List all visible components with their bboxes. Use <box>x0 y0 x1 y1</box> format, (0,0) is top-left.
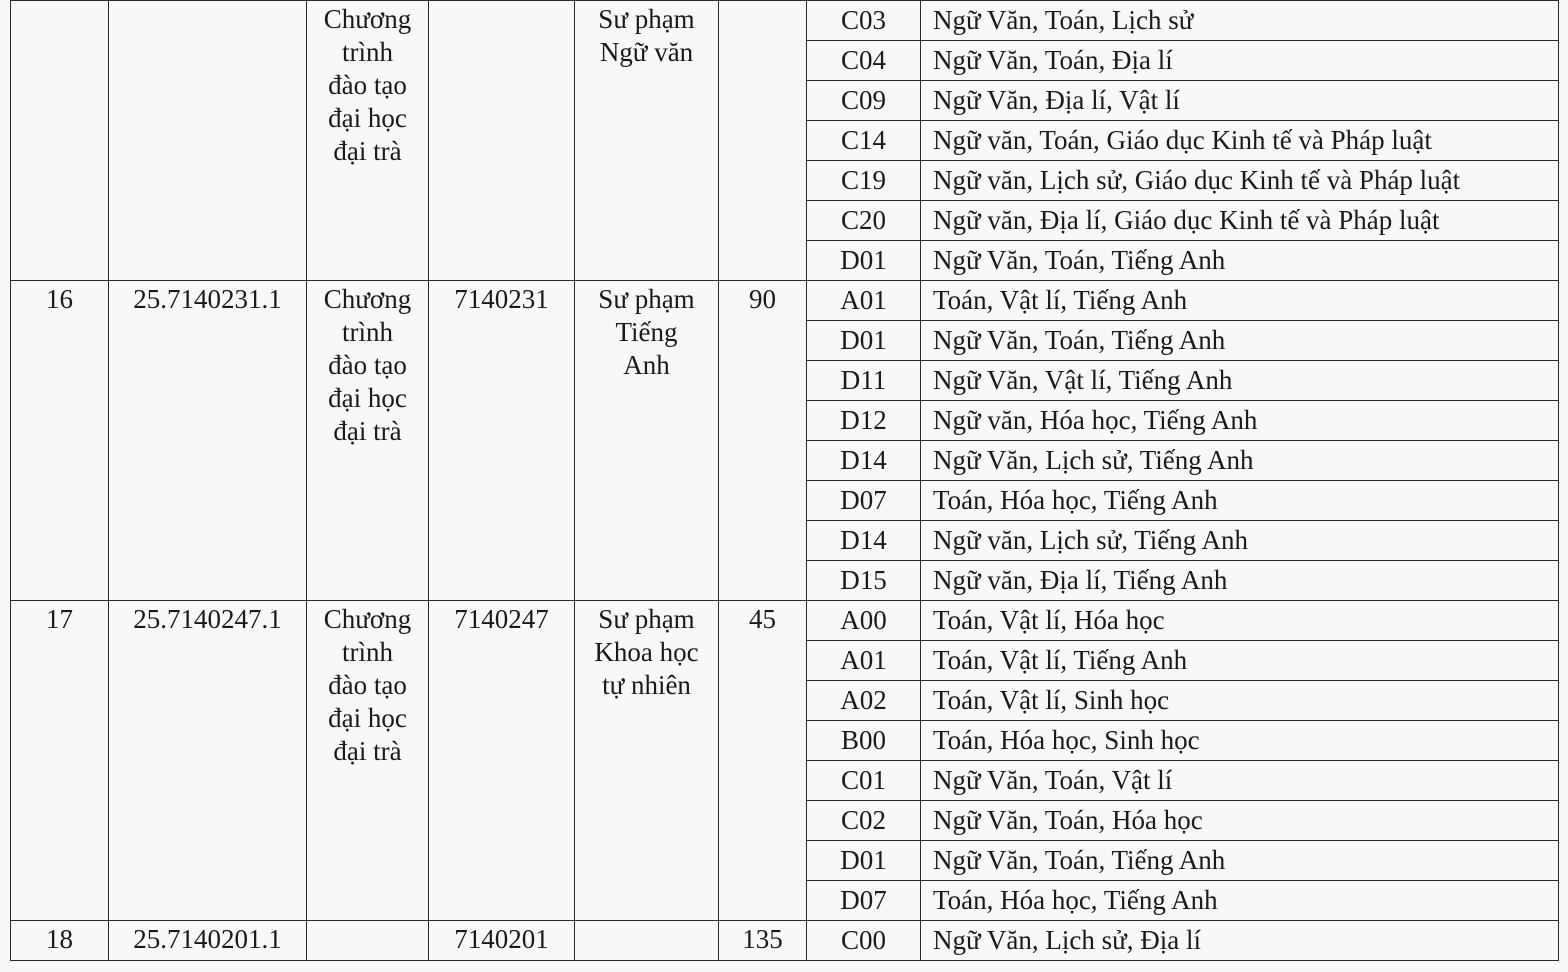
combo-code-cell: C09 <box>807 81 921 121</box>
admission-code-cell: 25.7140201.1 <box>109 921 307 961</box>
program-line: đại trà <box>333 136 402 166</box>
combo-code-cell: C19 <box>807 161 921 201</box>
combo-code-cell: A01 <box>807 641 921 681</box>
stt-cell: 16 <box>11 281 109 601</box>
combo-subjects-cell: Ngữ Văn, Lịch sử, Địa lí <box>921 921 1559 961</box>
combo-code-cell: C03 <box>807 1 921 41</box>
quota-cell: 90 <box>719 281 807 601</box>
combo-subjects-cell: Ngữ văn, Lịch sử, Tiếng Anh <box>921 521 1559 561</box>
combo-subjects-cell: Toán, Hóa học, Sinh học <box>921 721 1559 761</box>
major-name-line: Sư phạm <box>598 4 695 34</box>
combo-subjects-cell: Toán, Hóa học, Tiếng Anh <box>921 881 1559 921</box>
major-code-cell: 7140201 <box>429 921 575 961</box>
combo-code-cell: D01 <box>807 321 921 361</box>
combo-code-cell: B00 <box>807 721 921 761</box>
major-name-line: Tiếng <box>615 317 678 347</box>
combo-code-cell: D11 <box>807 361 921 401</box>
combo-subjects-cell: Ngữ Văn, Lịch sử, Tiếng Anh <box>921 441 1559 481</box>
combo-subjects-cell: Ngữ Văn, Toán, Vật lí <box>921 761 1559 801</box>
major-name-line: Anh <box>623 350 670 380</box>
combo-subjects-cell: Ngữ Văn, Toán, Địa lí <box>921 41 1559 81</box>
combo-subjects-cell: Ngữ Văn, Toán, Tiếng Anh <box>921 841 1559 881</box>
combo-code-cell: D15 <box>807 561 921 601</box>
program-line: đại trà <box>333 416 402 446</box>
combo-code-cell: A02 <box>807 681 921 721</box>
major-name-line: Ngữ văn <box>599 37 694 67</box>
combo-subjects-cell: Ngữ văn, Địa lí, Giáo dục Kinh tế và Pháp luật <box>921 201 1559 241</box>
table-row <box>11 921 1559 961</box>
combo-code-cell: C00 <box>807 921 921 961</box>
combo-code-cell: D01 <box>807 841 921 881</box>
program-line: Chương <box>323 4 412 34</box>
combo-subjects-cell: Toán, Vật lí, Tiếng Anh <box>921 641 1559 681</box>
combo-subjects-cell: Ngữ văn, Địa lí, Tiếng Anh <box>921 561 1559 601</box>
combo-code-cell: D07 <box>807 481 921 521</box>
combo-subjects-cell: Ngữ Văn, Toán, Tiếng Anh <box>921 321 1559 361</box>
admission-code-cell: 25.7140231.1 <box>109 281 307 601</box>
combo-code-cell: A01 <box>807 281 921 321</box>
combo-subjects-cell: Ngữ Văn, Vật lí, Tiếng Anh <box>921 361 1559 401</box>
combo-code-cell: C20 <box>807 201 921 241</box>
stt-cell <box>11 1 109 281</box>
major-name-cell <box>575 281 719 601</box>
combo-subjects-cell: Toán, Vật lí, Sinh học <box>921 681 1559 721</box>
program-line: đại trà <box>333 736 402 766</box>
admission-code-cell: 25.7140247.1 <box>109 601 307 921</box>
quota-cell: 135 <box>719 921 807 961</box>
table-row <box>11 601 1559 641</box>
major-name-line: Khoa học <box>594 637 699 667</box>
major-name-line: Sư phạm <box>598 284 695 314</box>
combo-subjects-cell: Ngữ Văn, Toán, Lịch sử <box>921 1 1559 41</box>
combo-code-cell: A00 <box>807 601 921 641</box>
table-body <box>11 1 1559 961</box>
program-line: trình <box>342 37 393 67</box>
combo-code-cell: C01 <box>807 761 921 801</box>
quota-cell <box>719 1 807 281</box>
combo-subjects-cell: Ngữ Văn, Toán, Hóa học <box>921 801 1559 841</box>
major-code-cell <box>429 1 575 281</box>
stt-cell: 18 <box>11 921 109 961</box>
combo-subjects-cell: Ngữ Văn, Địa lí, Vật lí <box>921 81 1559 121</box>
combo-code-cell: C04 <box>807 41 921 81</box>
major-code-cell: 7140231 <box>429 281 575 601</box>
combo-code-cell: D14 <box>807 521 921 561</box>
major-name-cell <box>575 1 719 281</box>
major-name-cell <box>575 601 719 921</box>
program-line: Chương <box>323 604 412 634</box>
program-line: đại học <box>328 703 407 733</box>
program-cell <box>307 921 429 961</box>
combo-subjects-cell: Ngữ văn, Toán, Giáo dục Kinh tế và Pháp luật <box>921 121 1559 161</box>
admission-table <box>10 0 1559 961</box>
admission-code-cell <box>109 1 307 281</box>
program-line: đào tạo <box>328 70 407 100</box>
combo-code-cell: D12 <box>807 401 921 441</box>
major-code-cell: 7140247 <box>429 601 575 921</box>
combo-subjects-cell: Ngữ văn, Lịch sử, Giáo dục Kinh tế và Pháp luật <box>921 161 1559 201</box>
quota-cell: 45 <box>719 601 807 921</box>
combo-code-cell: D01 <box>807 241 921 281</box>
table-row <box>11 281 1559 321</box>
combo-code-cell: C14 <box>807 121 921 161</box>
program-line: đại học <box>328 383 407 413</box>
table-row <box>11 1 1559 41</box>
program-line: đào tạo <box>328 670 407 700</box>
program-line: đào tạo <box>328 350 407 380</box>
program-cell <box>307 281 429 601</box>
stt-cell: 17 <box>11 601 109 921</box>
program-line: trình <box>342 637 393 667</box>
major-name-line: tự nhiên <box>602 670 691 700</box>
program-cell <box>307 1 429 281</box>
combo-subjects-cell: Ngữ văn, Hóa học, Tiếng Anh <box>921 401 1559 441</box>
program-line: đại học <box>328 103 407 133</box>
program-line: trình <box>342 317 393 347</box>
combo-code-cell: D14 <box>807 441 921 481</box>
combo-code-cell: D07 <box>807 881 921 921</box>
combo-code-cell: C02 <box>807 801 921 841</box>
major-name-line: Sư phạm <box>598 604 695 634</box>
combo-subjects-cell: Toán, Vật lí, Tiếng Anh <box>921 281 1559 321</box>
major-name-cell <box>575 921 719 961</box>
combo-subjects-cell: Ngữ Văn, Toán, Tiếng Anh <box>921 241 1559 281</box>
program-cell <box>307 601 429 921</box>
combo-subjects-cell: Toán, Vật lí, Hóa học <box>921 601 1559 641</box>
program-line: Chương <box>323 284 412 314</box>
combo-subjects-cell: Toán, Hóa học, Tiếng Anh <box>921 481 1559 521</box>
